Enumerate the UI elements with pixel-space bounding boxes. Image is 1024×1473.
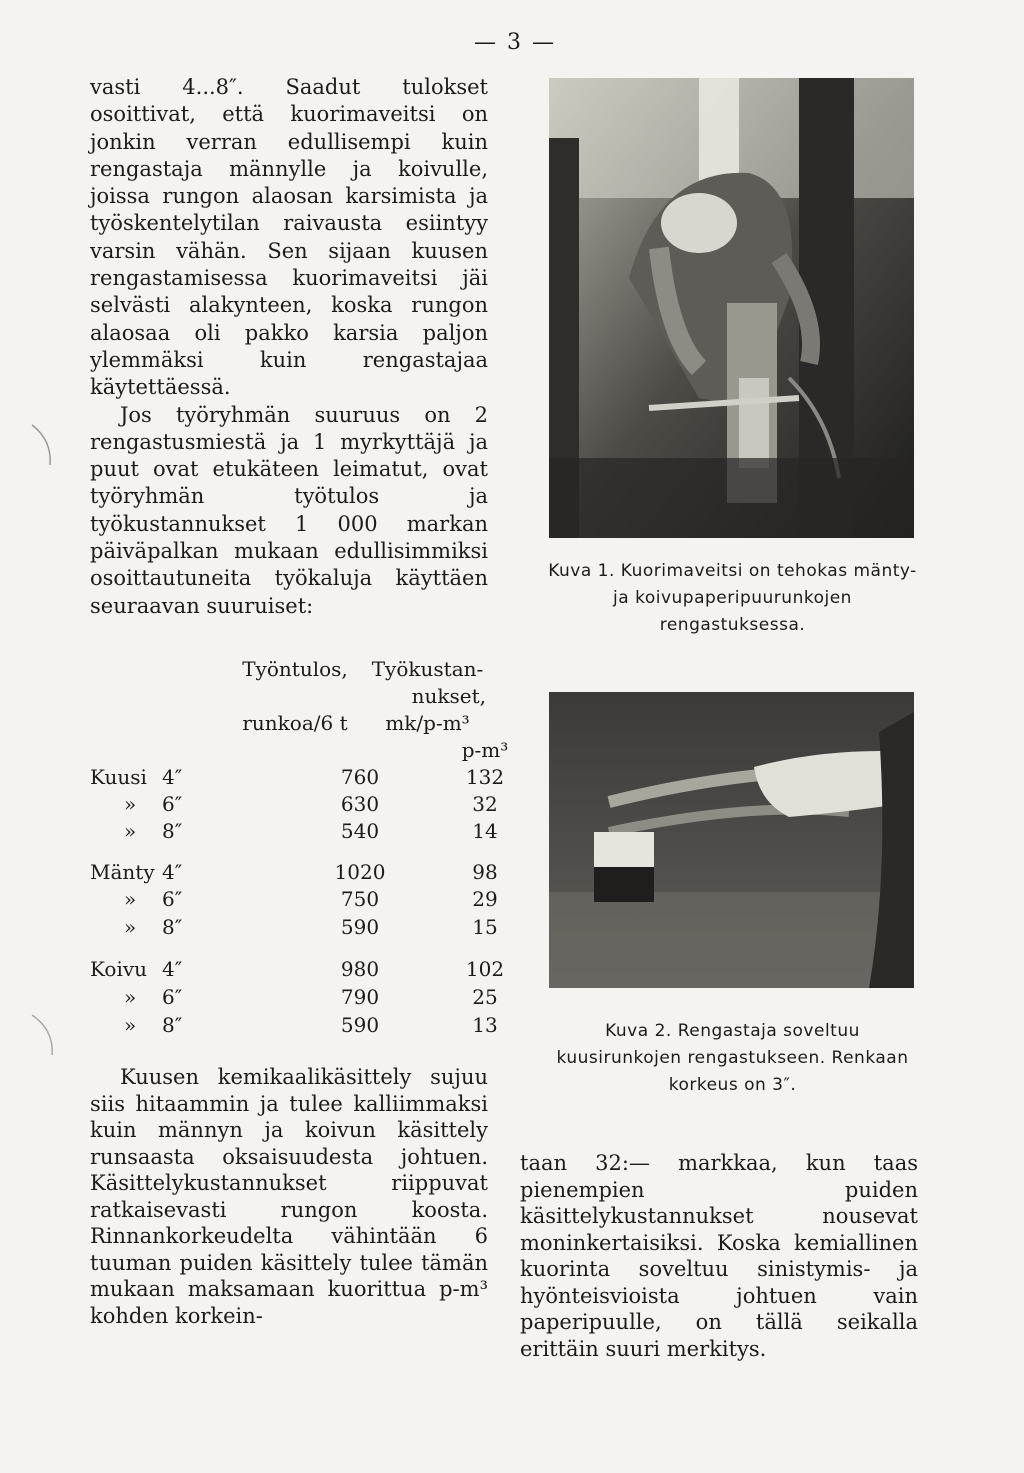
cost-cell: 15 — [472, 915, 498, 939]
species-cell: Kuusi — [90, 765, 147, 789]
figure-caption-1: Kuva 1. Kuorimaveitsi on tehokas mänty- ja koivupaperipuurunkojen rengastuksessa. — [548, 561, 917, 635]
size-cell: 4″ — [162, 957, 183, 981]
species-cell: » — [124, 915, 137, 939]
table-row — [90, 886, 498, 913]
photo-debarking-knife — [549, 78, 914, 538]
scan-edge-mark — [22, 1010, 62, 1060]
species-cell: » — [124, 887, 137, 911]
paragraph: Kuusen kemikaalikäsittely sujuu siis hitaammin ja tulee kalliimmaksi kuin männyn ja koivun käsittely runsaasta oksaisuudesta johtuen. Käsittelykustannukset riippuvat ratkaisevasti rungon koosta. Rinnankorkeudelta vähintään 6 tuuman puiden käsittely tulee tämän mukaan maksamaan kuorittua p-m³ kohden korkein- — [90, 1065, 488, 1328]
table-row — [90, 914, 498, 941]
page-number: — 3 — — [474, 30, 556, 55]
paragraph: taan 32:— markkaa, kun taas pienempien puiden käsittelykustannukset nousevat moninkertaisiksi. Koska kemiallinen kuorinta soveltuu sinistymis- ja hyönteisvioista johtuen vain paperipuulle, on tällä seikalla erittäin suuri merkitys. — [520, 1151, 918, 1361]
table-row — [90, 984, 498, 1011]
species-cell: Koivu — [90, 957, 148, 981]
table-row — [90, 818, 498, 845]
size-cell: 8″ — [162, 1013, 183, 1037]
table-row — [90, 791, 498, 818]
size-cell: 4″ — [162, 765, 183, 789]
header-line: Työntulos, — [242, 657, 348, 681]
below-table-text — [90, 1064, 488, 1329]
species-cell: » — [124, 1013, 137, 1037]
photo-illustration — [549, 78, 914, 538]
header-line: runkoa/6 t — [242, 711, 348, 735]
photo-ring-barker — [549, 692, 914, 988]
output-cell: 630 — [340, 792, 380, 816]
species-cell: » — [124, 819, 137, 843]
output-cell: 590 — [340, 915, 380, 939]
size-cell: 4″ — [162, 860, 183, 884]
output-cell: 1020 — [334, 860, 386, 884]
unit-label: p-m³ — [461, 738, 509, 762]
cost-cell: 13 — [472, 1013, 498, 1037]
column-header-output — [220, 656, 370, 737]
cost-cell: 98 — [472, 860, 498, 884]
species-cell: » — [124, 985, 137, 1009]
table-row — [90, 956, 505, 983]
scan-edge-mark — [22, 420, 62, 470]
figure-caption-2: Kuva 2. Rengastaja soveltuu kuusirunkojen rengastukseen. Renkaan korkeus on 3″. — [556, 1021, 909, 1095]
unit-row — [90, 737, 509, 764]
table-row — [90, 859, 498, 886]
output-cell: 750 — [340, 887, 380, 911]
output-cell: 540 — [340, 819, 380, 843]
species-cell: » — [124, 792, 137, 816]
size-cell: 6″ — [162, 985, 183, 1009]
cost-cell: 132 — [465, 765, 505, 789]
species-cell: Mänty — [90, 860, 155, 884]
cost-cell: 14 — [472, 819, 498, 843]
output-cell: 980 — [340, 957, 380, 981]
column-header-cost — [365, 656, 490, 737]
left-column-text — [90, 74, 488, 620]
photo-illustration — [549, 692, 914, 988]
size-cell: 6″ — [162, 887, 183, 911]
paragraph: vasti 4...8″. Saadut tulokset osoittivat, että kuorimaveitsi on jonkin verran edullisempi kuin rengastaja männylle ja koivulle, joissa rungon alaosan karsimista ja työskentelytilan raivausta esiintyy varsin vähän. Sen sijaan kuusen rengastamisessa kuorimaveitsi jäi selvästi alakynteen, koska rungon alaosaa oli pakko karsia paljon ylemmäksi kuin rengastajaa käytettäessä. — [90, 75, 488, 400]
table-row — [90, 764, 505, 791]
output-cell: 760 — [340, 765, 380, 789]
paragraph: Jos työryhmän suuruus on 2 rengastusmiestä ja 1 myrkyttäjä ja puut ovat etukäteen leimatut, ovat työryhmän työtulos ja työkustannukset 1 000 markan päiväpalkan mukaan edullisimmiksi osoittautuneita työkaluja käyttäen seuraavan suuruiset: — [90, 402, 488, 618]
header-line: nukset, — [411, 684, 486, 708]
cost-cell: 32 — [472, 792, 498, 816]
cost-cell: 29 — [472, 887, 498, 911]
size-cell: 6″ — [162, 792, 183, 816]
cost-cell: 102 — [465, 957, 505, 981]
size-cell: 8″ — [162, 915, 183, 939]
size-cell: 8″ — [162, 819, 183, 843]
header-line: Työkustan- — [371, 657, 484, 681]
right-column-text — [520, 1150, 918, 1362]
table-row — [90, 1012, 498, 1039]
output-cell: 790 — [340, 985, 380, 1009]
cost-cell: 25 — [472, 985, 498, 1009]
output-cell: 590 — [340, 1013, 380, 1037]
header-line: mk/p-m³ — [385, 711, 470, 735]
